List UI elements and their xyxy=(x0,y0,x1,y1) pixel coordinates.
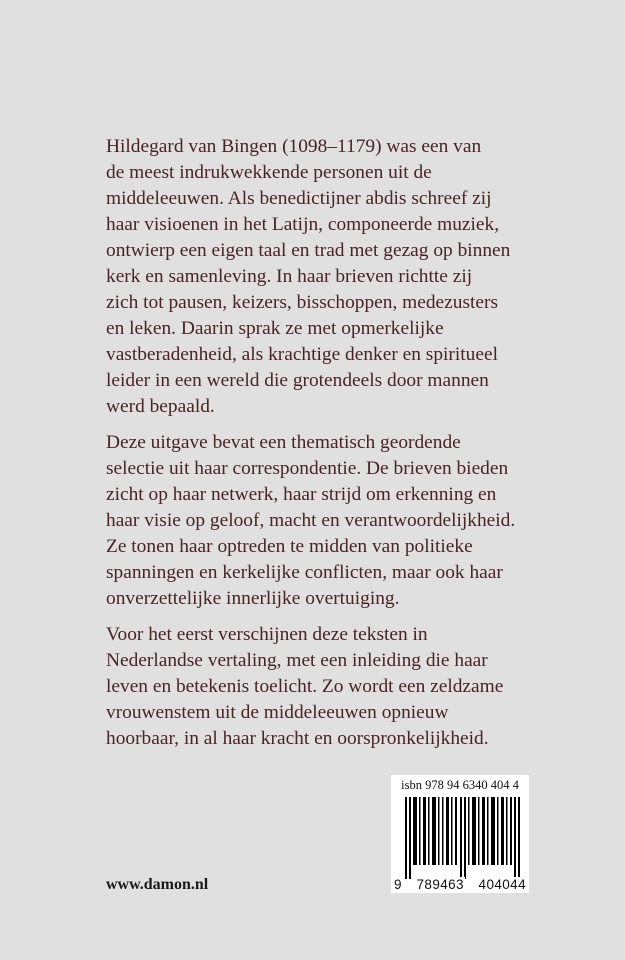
text-line: Ze tonen haar optreden te midden van politieke xyxy=(106,536,473,557)
text-line: zicht op haar netwerk, haar strijd om erkenning en xyxy=(106,484,497,505)
text-line: vrouwenstem uit de middeleeuwen opnieuw xyxy=(106,702,449,723)
text-line: Nederlandse vertaling, met een inleiding die haar xyxy=(106,650,488,671)
text-line: middeleeuwen. Als benedictijner abdis schreef zij xyxy=(106,188,492,209)
text-line: Voor het eerst verschijnen deze teksten in xyxy=(106,624,428,645)
barcode-digits xyxy=(393,877,527,892)
isbn-barcode xyxy=(391,775,529,893)
text-line: selectie uit haar correspondentie. De brieven bieden xyxy=(106,458,509,479)
barcode-digit-group-left: 789463 xyxy=(416,877,464,892)
text-line: Hildegard van Bingen (1098–1179) was een van xyxy=(106,136,482,157)
barcode-bars-icon xyxy=(399,797,525,879)
text-line: spanningen en kerkelijke conflicten, maar ook haar xyxy=(106,562,503,583)
text-line: werd bepaald. xyxy=(106,396,215,417)
text-line: zich tot pausen, keizers, bisschoppen, medezusters xyxy=(106,292,498,313)
text-line: onverzettelijke innerlijke overtuiging. xyxy=(106,588,400,609)
text-line: en leken. Daarin sprak ze met opmerkelijke xyxy=(106,318,444,339)
barcode-digit-group-right: 404044 xyxy=(478,877,526,892)
barcode-digit-lead: 9 xyxy=(394,877,402,892)
publisher-url: www.damon.nl xyxy=(106,876,209,893)
blurb-paragraph-3 xyxy=(106,622,576,752)
isbn-label: isbn 978 94 6340 404 4 xyxy=(401,778,519,792)
text-line: Deze uitgave bevat een thematisch geordende xyxy=(106,432,461,453)
text-line: ontwierp een eigen taal en trad met gezag op binnen xyxy=(106,240,511,261)
text-line: hoorbaar, in al haar kracht en oorspronkelijkheid. xyxy=(106,728,489,749)
text-line: leider in een wereld die grotendeels door mannen xyxy=(106,370,489,391)
blurb-paragraph-1 xyxy=(106,134,576,420)
text-line: de meest indrukwekkende personen uit de xyxy=(106,162,432,183)
text-line: haar visie op geloof, macht en verantwoordelijkheid. xyxy=(106,510,516,531)
text-line: leven en betekenis toelicht. Zo wordt een zeldzame xyxy=(106,676,504,697)
text-line: vastberadenheid, als krachtige denker en spiritueel xyxy=(106,344,498,365)
text-line: kerk en samenleving. In haar brieven richtte zij xyxy=(106,266,473,287)
text-line: haar visioenen in het Latijn, componeerde muziek, xyxy=(106,214,500,235)
blurb-paragraph-2 xyxy=(106,430,576,612)
back-cover-blurb xyxy=(106,134,576,762)
